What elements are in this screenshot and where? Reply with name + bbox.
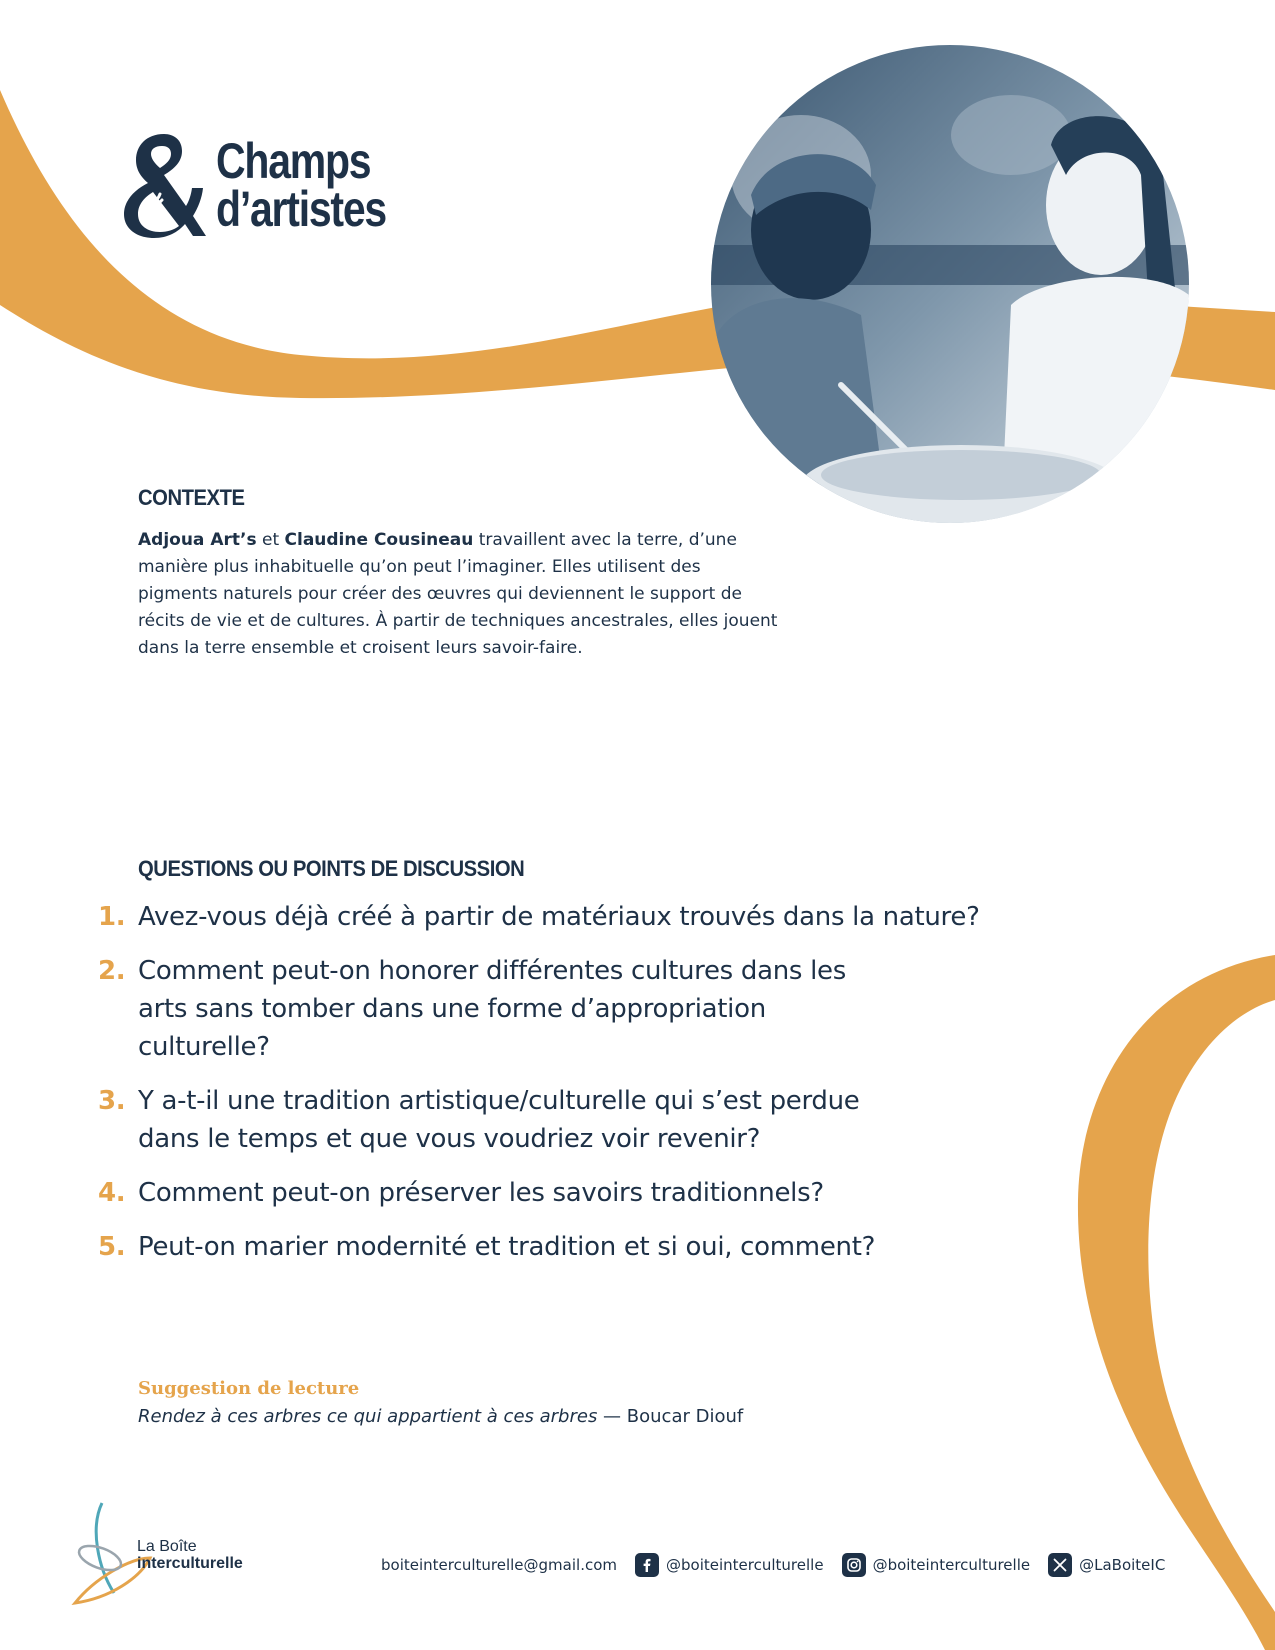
organization-name-line2: interculturelle: [137, 1555, 243, 1572]
facebook-icon: [635, 1553, 659, 1577]
question-item: [98, 1174, 998, 1212]
context-paragraph: [138, 527, 778, 662]
brand-title-line2: d’artistes: [216, 181, 387, 237]
question-item: [98, 1082, 998, 1158]
question-number: 5.: [98, 1232, 126, 1262]
question-number: 3.: [98, 1086, 126, 1116]
instagram-icon: [842, 1553, 866, 1577]
organization-name-line1: La Boîte: [137, 1538, 197, 1555]
instagram-link[interactable]: @boiteinterculturelle: [872, 1556, 1031, 1574]
question-list: [98, 898, 998, 1282]
question-item: [98, 1228, 998, 1266]
question-number: 1.: [98, 902, 126, 932]
brand-title-line1: Champs: [216, 133, 371, 189]
question-text: Comment peut-on préserver les savoirs traditionnels?: [138, 1178, 824, 1208]
bottom-ribbon: [1078, 955, 1275, 1650]
context-body-text: travaillent avec la terre, d’une manière plus inhabituelle qu’on peut l’imaginer. Elles utilisent des pigments naturels pour créer des œuvres qui deviennent le support de récits de vie et de cultures. À partir de techniques ancestrales, elles jouent dans la terre ensemble et croisent leurs savoir-faire.: [138, 530, 778, 658]
x-link[interactable]: @LaBoiteIC: [1079, 1556, 1166, 1574]
email-link[interactable]: boiteinterculturelle@gmail.com: [381, 1556, 618, 1574]
question-item: [98, 952, 998, 1066]
footer-contacts: [381, 1553, 1165, 1577]
question-item: [98, 898, 998, 936]
discussion-heading: QUESTIONS OU POINTS DE DISCUSSION: [138, 856, 525, 881]
organization-name: [137, 1538, 243, 1572]
question-text: Y a-t-il une tradition artistique/culturelle qui s’est perdue dans le temps et que vous voudriez voir revenir?: [138, 1086, 860, 1154]
x-icon: [1048, 1553, 1072, 1577]
reading-suggestion: [138, 1406, 743, 1427]
question-text: Peut-on marier modernité et tradition et si oui, comment?: [138, 1232, 876, 1262]
question-text: Comment peut-on honorer différentes cultures dans les arts sans tomber dans une forme d’appropriation culturelle?: [138, 956, 846, 1062]
facebook-link[interactable]: @boiteinterculturelle: [666, 1556, 824, 1574]
brand-logo: [120, 130, 423, 240]
context-connector: et: [256, 530, 285, 550]
context-heading: CONTEXTE: [138, 485, 245, 510]
ampersand-leaf-icon: [120, 130, 206, 240]
book-author: — Boucar Diouf: [597, 1406, 744, 1427]
question-number: 4.: [98, 1178, 126, 1208]
artists-photo: [711, 45, 1189, 523]
artist-2-name: Claudine Cousineau: [284, 530, 474, 550]
question-text: Avez-vous déjà créé à partir de matériaux trouvés dans la nature?: [138, 902, 980, 932]
artist-1-name: Adjoua Art’s: [138, 530, 257, 550]
reading-heading: Suggestion de lecture: [138, 1378, 360, 1399]
question-number: 2.: [98, 956, 126, 986]
book-title: Rendez à ces arbres ce qui appartient à ces arbres: [138, 1406, 598, 1427]
